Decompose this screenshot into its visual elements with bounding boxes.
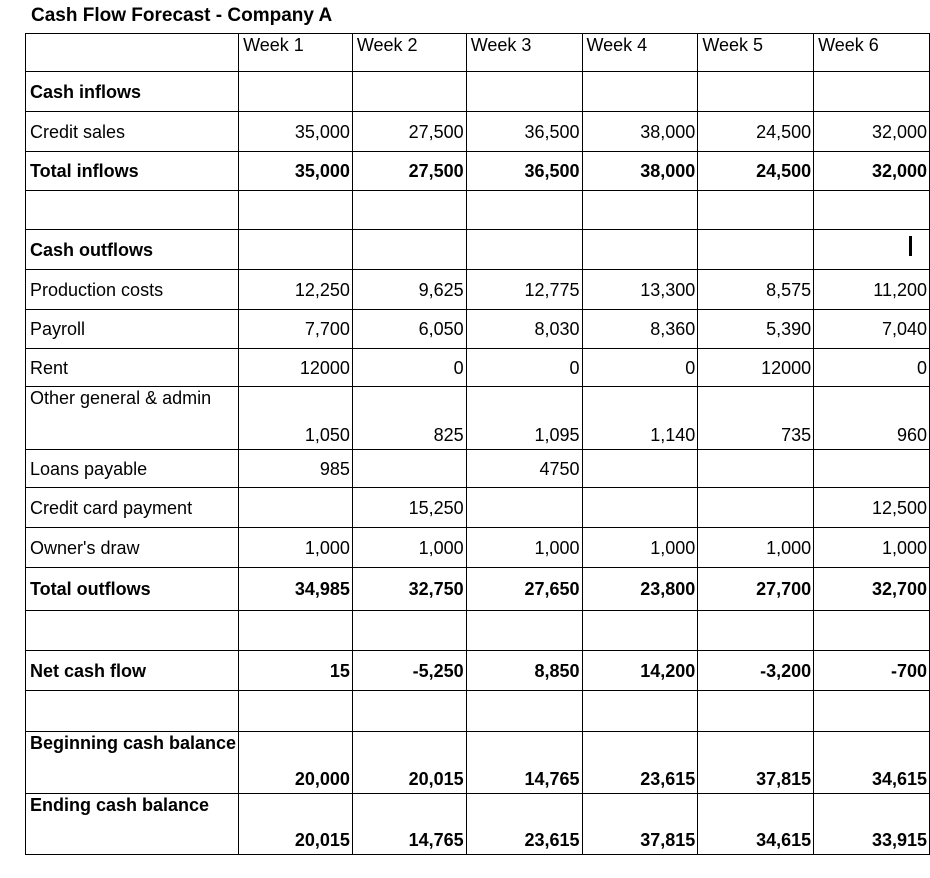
empty-cell[interactable] <box>352 72 466 112</box>
value-cell[interactable]: 23,615 <box>582 732 698 794</box>
value-cell[interactable]: 38,000 <box>582 152 698 191</box>
spacer-row <box>26 691 930 732</box>
row-label[interactable]: Total inflows <box>26 152 239 191</box>
value-cell[interactable]: 1,095 <box>466 387 582 450</box>
value-cell[interactable]: 0 <box>352 349 466 387</box>
empty-cell[interactable] <box>814 191 930 230</box>
value-cell[interactable]: 11,200 <box>814 270 930 310</box>
spacer-row <box>26 191 930 230</box>
week-header[interactable]: Week 6 <box>814 34 930 72</box>
empty-cell[interactable] <box>239 191 353 230</box>
table-row <box>26 651 930 691</box>
table-row <box>26 387 930 450</box>
table-row <box>26 112 930 152</box>
section-row <box>26 230 930 270</box>
row-label[interactable]: Other general & admin <box>26 387 239 450</box>
value-cell[interactable]: 0 <box>466 349 582 387</box>
value-cell[interactable]: 12,250 <box>239 270 353 310</box>
empty-cell[interactable] <box>352 230 466 270</box>
cash-flow-table <box>25 33 930 855</box>
value-cell[interactable]: 32,000 <box>814 152 930 191</box>
empty-cell[interactable] <box>239 72 353 112</box>
value-cell[interactable]: 23,615 <box>466 794 582 855</box>
empty-cell[interactable] <box>352 691 466 732</box>
value-cell[interactable]: 960 <box>814 387 930 450</box>
value-cell[interactable]: 36,500 <box>466 152 582 191</box>
value-cell[interactable]: 14,765 <box>352 794 466 855</box>
row-label[interactable]: Owner's draw <box>26 528 239 568</box>
value-cell[interactable]: 8,030 <box>466 310 582 349</box>
value-cell[interactable]: 27,650 <box>466 568 582 611</box>
table-row <box>26 152 930 191</box>
value-cell[interactable]: 12,500 <box>814 488 930 528</box>
value-cell[interactable]: 1,000 <box>352 528 466 568</box>
row-label[interactable]: Loans payable <box>26 450 239 488</box>
section-heading-inflows[interactable]: Cash inflows <box>26 72 239 112</box>
value-cell[interactable] <box>698 488 814 528</box>
value-cell[interactable]: -3,200 <box>698 651 814 691</box>
value-cell[interactable]: 825 <box>352 387 466 450</box>
value-cell[interactable]: 32,700 <box>814 568 930 611</box>
value-cell[interactable]: 9,625 <box>352 270 466 310</box>
row-label[interactable]: Ending cash balance <box>26 794 239 855</box>
empty-cell[interactable] <box>698 611 814 651</box>
value-cell[interactable]: 1,000 <box>466 528 582 568</box>
value-cell[interactable]: 35,000 <box>239 112 353 152</box>
value-cell[interactable] <box>582 450 698 488</box>
value-cell[interactable] <box>466 488 582 528</box>
table-row <box>26 349 930 387</box>
table-row <box>26 794 930 855</box>
value-cell[interactable]: 34,615 <box>814 732 930 794</box>
value-cell[interactable]: 20,000 <box>239 732 353 794</box>
value-cell[interactable]: 23,800 <box>582 568 698 611</box>
row-label[interactable]: Production costs <box>26 270 239 310</box>
spacer-row <box>26 611 930 651</box>
sheet-title: Cash Flow Forecast - Company A <box>31 5 333 26</box>
value-cell[interactable] <box>698 450 814 488</box>
empty-cell[interactable] <box>698 230 814 270</box>
value-cell[interactable]: 37,815 <box>698 732 814 794</box>
value-cell[interactable] <box>582 488 698 528</box>
value-cell[interactable]: 735 <box>698 387 814 450</box>
corner-cell[interactable] <box>26 34 239 72</box>
row-label[interactable]: Credit card payment <box>26 488 239 528</box>
value-cell[interactable]: 34,985 <box>239 568 353 611</box>
value-cell[interactable]: 20,015 <box>239 794 353 855</box>
row-label[interactable]: Beginning cash balance <box>26 732 239 794</box>
empty-cell[interactable] <box>582 72 698 112</box>
row-label[interactable]: Total outflows <box>26 568 239 611</box>
empty-cell[interactable] <box>239 611 353 651</box>
value-cell[interactable]: 36,500 <box>466 112 582 152</box>
value-cell[interactable]: 12,775 <box>466 270 582 310</box>
row-label[interactable]: Rent <box>26 349 239 387</box>
value-cell[interactable]: 13,300 <box>582 270 698 310</box>
value-cell[interactable]: 14,765 <box>466 732 582 794</box>
value-cell[interactable]: 24,500 <box>698 152 814 191</box>
value-cell[interactable]: 7,040 <box>814 310 930 349</box>
week-header[interactable]: Week 4 <box>582 34 698 72</box>
table-row <box>26 528 930 568</box>
value-cell[interactable] <box>814 450 930 488</box>
value-cell[interactable]: 27,500 <box>352 112 466 152</box>
table-row <box>26 310 930 349</box>
empty-cell[interactable] <box>466 691 582 732</box>
empty-cell[interactable] <box>582 611 698 651</box>
empty-cell[interactable] <box>582 691 698 732</box>
empty-cell[interactable] <box>698 691 814 732</box>
empty-cell[interactable] <box>466 611 582 651</box>
value-cell[interactable] <box>239 488 353 528</box>
value-cell[interactable]: 5,390 <box>698 310 814 349</box>
value-cell[interactable]: 34,615 <box>698 794 814 855</box>
table-row <box>26 270 930 310</box>
empty-cell[interactable] <box>352 611 466 651</box>
header-row <box>26 34 930 72</box>
week-header[interactable]: Week 1 <box>239 34 353 72</box>
value-cell[interactable]: 27,700 <box>698 568 814 611</box>
value-cell[interactable]: 27,500 <box>352 152 466 191</box>
value-cell[interactable]: 1,000 <box>239 528 353 568</box>
value-cell[interactable]: 12000 <box>698 349 814 387</box>
empty-cell[interactable] <box>26 691 239 732</box>
value-cell[interactable]: 37,815 <box>582 794 698 855</box>
value-cell[interactable]: 1,140 <box>582 387 698 450</box>
empty-cell[interactable] <box>466 72 582 112</box>
row-label[interactable]: Payroll <box>26 310 239 349</box>
value-cell[interactable]: 8,575 <box>698 270 814 310</box>
table-row <box>26 568 930 611</box>
table-row <box>26 732 930 794</box>
value-cell[interactable]: 4750 <box>466 450 582 488</box>
value-cell[interactable]: 6,050 <box>352 310 466 349</box>
week-header[interactable]: Week 5 <box>698 34 814 72</box>
empty-cell[interactable] <box>582 230 698 270</box>
empty-cell[interactable] <box>698 72 814 112</box>
empty-cell[interactable] <box>466 230 582 270</box>
value-cell[interactable]: 20,015 <box>352 732 466 794</box>
value-cell[interactable]: 38,000 <box>582 112 698 152</box>
table-row <box>26 488 930 528</box>
empty-cell[interactable] <box>814 691 930 732</box>
empty-cell[interactable] <box>466 191 582 230</box>
value-cell[interactable]: -700 <box>814 651 930 691</box>
empty-cell[interactable] <box>352 191 466 230</box>
week-header[interactable]: Week 2 <box>352 34 466 72</box>
value-cell[interactable] <box>352 450 466 488</box>
value-cell[interactable]: 1,050 <box>239 387 353 450</box>
value-cell[interactable]: 985 <box>239 450 353 488</box>
empty-cell[interactable] <box>814 611 930 651</box>
value-cell[interactable]: 35,000 <box>239 152 353 191</box>
value-cell[interactable]: 1,000 <box>582 528 698 568</box>
value-cell[interactable]: 12000 <box>239 349 353 387</box>
empty-cell[interactable] <box>582 191 698 230</box>
table-row <box>26 450 930 488</box>
value-cell[interactable]: 1,000 <box>814 528 930 568</box>
value-cell[interactable]: 15 <box>239 651 353 691</box>
value-cell[interactable]: 33,915 <box>814 794 930 855</box>
empty-cell[interactable] <box>239 230 353 270</box>
selection-edge-marker <box>909 236 912 256</box>
value-cell[interactable]: 1,000 <box>698 528 814 568</box>
value-cell[interactable]: 14,200 <box>582 651 698 691</box>
value-cell[interactable]: 0 <box>814 349 930 387</box>
week-header[interactable]: Week 3 <box>466 34 582 72</box>
empty-cell[interactable] <box>26 191 239 230</box>
row-label[interactable]: Net cash flow <box>26 651 239 691</box>
value-cell[interactable]: 15,250 <box>352 488 466 528</box>
value-cell[interactable]: 32,750 <box>352 568 466 611</box>
section-row <box>26 72 930 112</box>
value-cell[interactable]: 24,500 <box>698 112 814 152</box>
value-cell[interactable]: 8,850 <box>466 651 582 691</box>
section-heading-outflows[interactable]: Cash outflows <box>26 230 239 270</box>
empty-cell[interactable] <box>26 611 239 651</box>
empty-cell[interactable] <box>698 191 814 230</box>
empty-cell[interactable] <box>239 691 353 732</box>
value-cell[interactable]: 0 <box>582 349 698 387</box>
value-cell[interactable]: 8,360 <box>582 310 698 349</box>
value-cell[interactable]: 7,700 <box>239 310 353 349</box>
value-cell[interactable]: -5,250 <box>352 651 466 691</box>
empty-cell[interactable] <box>814 72 930 112</box>
value-cell[interactable]: 32,000 <box>814 112 930 152</box>
row-label[interactable]: Credit sales <box>26 112 239 152</box>
empty-cell[interactable] <box>814 230 930 270</box>
